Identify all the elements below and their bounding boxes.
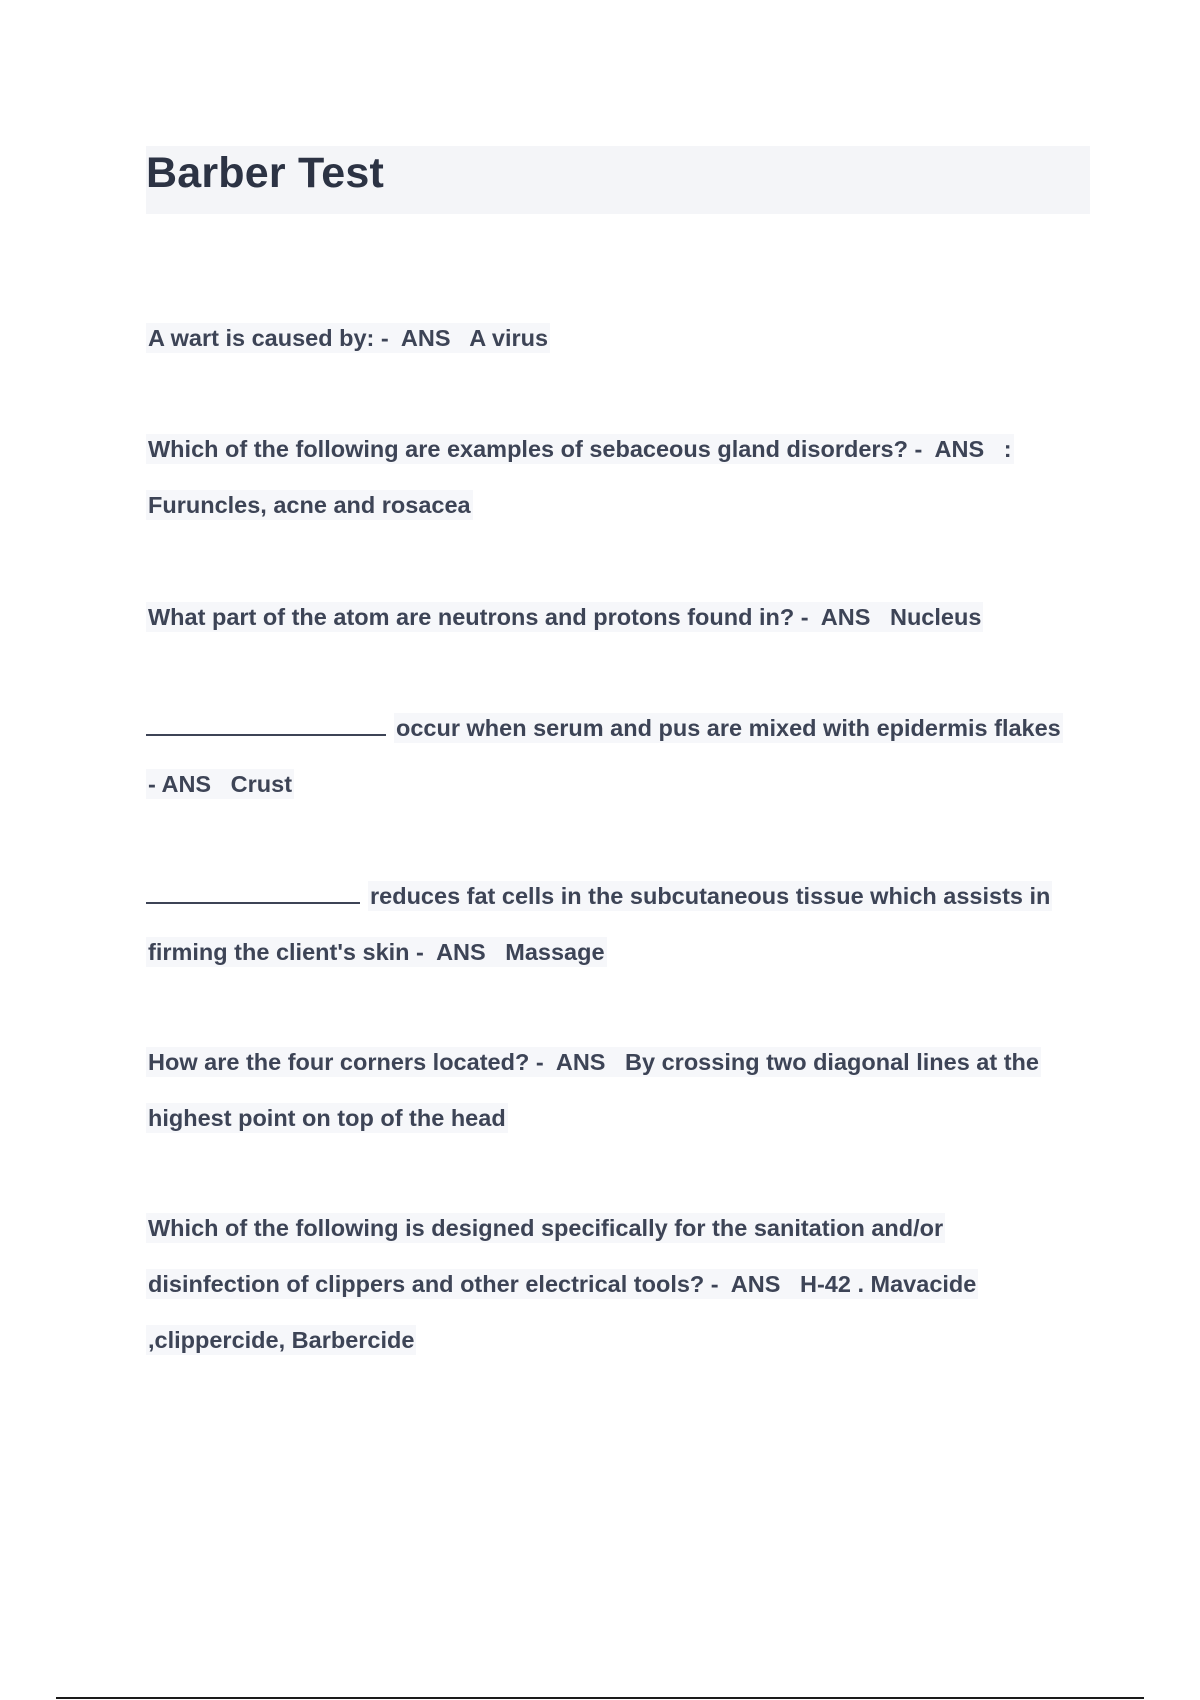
- qa-item-sebaceous: [146, 421, 1096, 533]
- qa-text: A wart is caused by: - ANS A virus: [148, 325, 549, 351]
- qa-text: occur when serum and pus are mixed with epidermis flakes: [396, 715, 1061, 741]
- footer-divider: [56, 1697, 1144, 1699]
- qa-text: firming the client's skin - ANS Massage: [148, 939, 605, 965]
- qa-text: reduces fat cells in the subcutaneous tissue which assists in: [370, 883, 1051, 909]
- qa-item-atom: [146, 589, 1096, 645]
- qa-text: disinfection of clippers and other electrical tools? - ANS H-42 . Mavacide: [148, 1271, 977, 1297]
- page-title: Barber Test: [146, 149, 384, 197]
- qa-line: [146, 589, 1096, 645]
- qa-line: [146, 1312, 1096, 1368]
- fill-in-blank: [146, 882, 360, 904]
- qa-line: [146, 477, 1096, 533]
- qa-line: [146, 1034, 1096, 1090]
- qa-text: - ANS Crust: [148, 771, 293, 797]
- qa-line: [146, 756, 1096, 812]
- qa-text: Furuncles, acne and rosacea: [148, 492, 471, 518]
- qa-line: [146, 868, 1096, 924]
- qa-item-wart: [146, 310, 1096, 366]
- qa-text: highest point on top of the head: [148, 1105, 506, 1131]
- qa-text: What part of the atom are neutrons and protons found in? - ANS Nucleus: [148, 604, 982, 630]
- qa-line: [146, 700, 1096, 756]
- qa-text: ,clippercide, Barbercide: [148, 1327, 415, 1353]
- qa-item-sanitation: [146, 1200, 1096, 1368]
- qa-line: [146, 1200, 1096, 1256]
- qa-text: Which of the following are examples of sebaceous gland disorders? - ANS :: [148, 436, 1012, 462]
- qa-line: [146, 1256, 1096, 1312]
- qa-text: How are the four corners located? - ANS By crossing two diagonal lines at the: [148, 1049, 1039, 1075]
- qa-item-crust: [146, 700, 1096, 812]
- qa-line: [146, 924, 1096, 980]
- qa-line: [146, 310, 1096, 366]
- qa-text: Which of the following is designed specifically for the sanitation and/or: [148, 1215, 944, 1241]
- qa-item-massage: [146, 868, 1096, 980]
- fill-in-blank: [146, 714, 386, 736]
- qa-line: [146, 1090, 1096, 1146]
- qa-item-four-corners: [146, 1034, 1096, 1146]
- title-box: [146, 146, 1090, 214]
- qa-line: [146, 421, 1096, 477]
